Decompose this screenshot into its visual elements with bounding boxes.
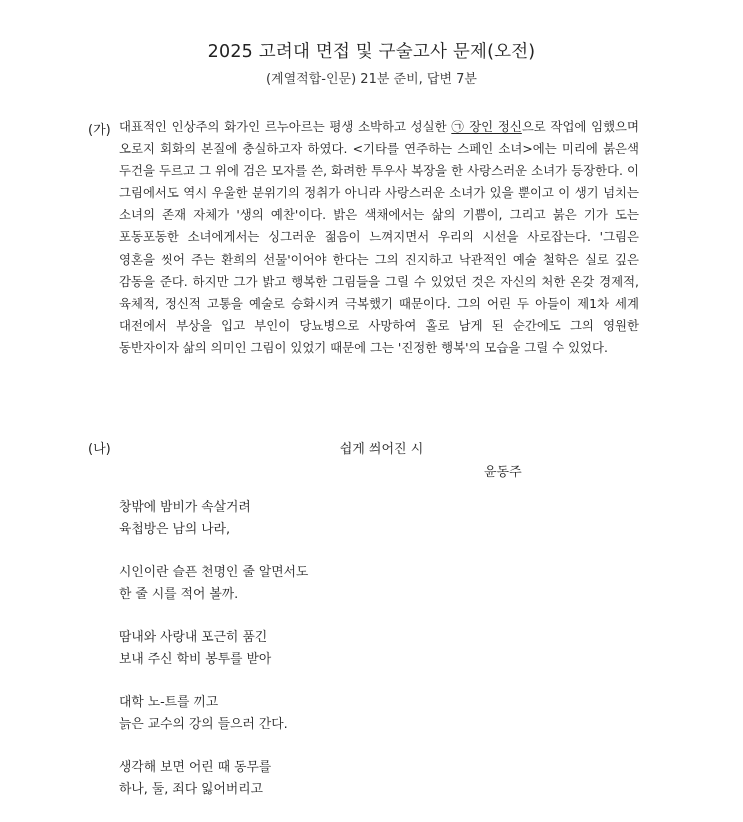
poem-body	[119, 497, 308, 822]
underlined-phrase: ㉠ 장인 정신	[451, 119, 522, 134]
paragraph-text-rest: 으로 작업에 임했으며 오로지 회화의 본질에 충실하고자 하였다. <기타를 연주하는 스페인 소녀>에는 미리에 붉은색 두건을 두르고 그 위에 검은 모자를 쓴, 화려한 투우사 복장을 한 사랑스러운 소녀가 등장한다. 이 그림에서도 역시 우울한 분위기의 정취가 아니라 사랑스러운 소녀가 있을 뿐이고 이 생기 넘치는 소녀의 존재 자체가 '생의 예찬'이다. 밝은 색채에서는 삶의 기쁨이, 그리고 붉은 기가 도는 포동포동한 소녀에게서는 싱그러운 젊음이 느껴지면서 우리의 시선을 사로잡는다. '그림은 영혼을 씻어 주는 환희의 선물'이어야 한다는 그의 진지하고 낙관적인 예술 철학은 실로 깊은 감동을 준다. 하지만 그가 밝고 행복한 그림들을 그릴 수 있었던 것은 자신의 처한 온갖 경제적, 육체적, 정신적 고통을 예술로 승화시켜 극복했기 때문이다. 그의 어린 두 아들이 제1차 세계 대전에서 부상을 입고 부인이 당뇨병으로 사망하여 홀로 남게 된 순간에도 그의 영원한 동반자이자 삶의 의미인 그림이 있었기 때문에 그는 '진정한 행복'의 모습을 그릴 수 있었다.	[119, 119, 639, 355]
poem-stanza	[119, 562, 308, 605]
poem-line: 늙은 교수의 강의 들으러 간다.	[119, 716, 288, 732]
poem-line: 하나, 둘, 죄다 잃어버리고	[119, 781, 263, 797]
poem-stanza	[119, 627, 308, 670]
poem-line: 대학 노-트를 끼고	[119, 695, 219, 710]
poem-author: 윤동주	[484, 465, 522, 480]
poem-line: 땀내와 사랑내 포근히 품긴	[119, 630, 268, 645]
poem-stanza	[119, 692, 308, 735]
poem-stanza	[119, 497, 308, 540]
poem-line: 보내 주신 학비 봉투를 받아	[119, 651, 272, 667]
poem-line: 육첩방은 남의 나라,	[119, 521, 231, 537]
poem-title: 쉽게 씌어진 시	[339, 442, 424, 457]
poem-line: 생각해 보면 어린 때 동무를	[119, 760, 272, 775]
poem-line: 한 줄 시를 적어 볼까.	[119, 586, 239, 602]
section-ga-paragraph	[119, 116, 639, 359]
paragraph-text-start: 대표적인 인상주의 화가인 르누아르는 평생 소박하고 성실한	[119, 119, 452, 134]
section-ga-label: (가)	[88, 123, 111, 138]
section-na-label: (나)	[88, 442, 111, 457]
page-title: 2025 고려대 면접 및 구술고사 문제(오전)	[207, 42, 536, 62]
poem-stanza	[119, 757, 308, 800]
poem-line: 시인이란 슬픈 천명인 줄 알면서도	[119, 565, 309, 580]
poem-line: 창밖에 밤비가 속살거려	[119, 500, 251, 515]
page-subtitle: (계열적합-인문) 21분 준비, 답변 7분	[265, 72, 477, 87]
